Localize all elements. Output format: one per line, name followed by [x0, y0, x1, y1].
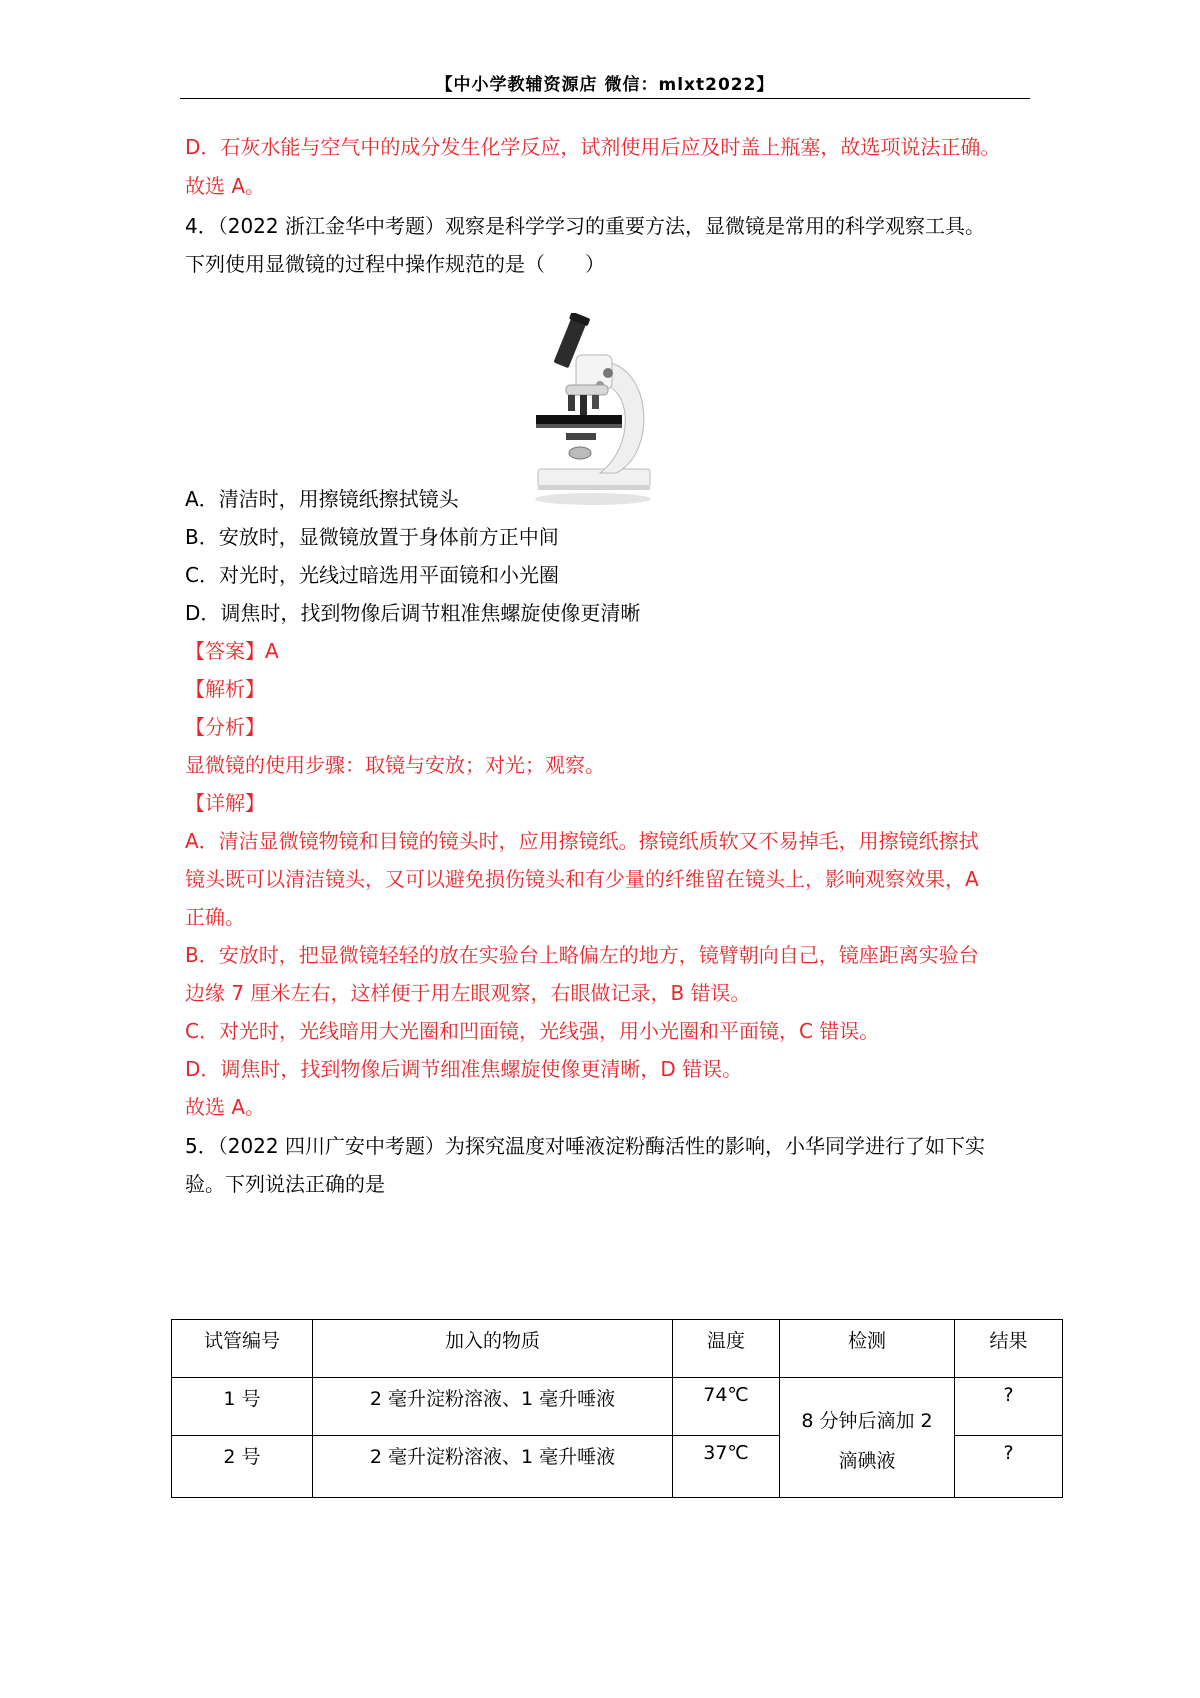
- microscope-icon: [528, 313, 658, 513]
- q4-option-b: B．安放时，显微镜放置于身体前方正中间: [185, 525, 559, 549]
- q4-detail-c: C．对光时，光线暗用大光圈和凹面镜，光线强，用小光圈和平面镜，C 错误。: [185, 1019, 880, 1043]
- q4-detail-b-line1: B．安放时，把显微镜轻轻的放在实验台上略偏左的地方，镜臂朝向自己，镜座距离实验台: [185, 943, 979, 967]
- q4-answer: 【答案】A: [185, 639, 279, 663]
- detection-cell: [780, 1378, 955, 1498]
- q4-stem-line2: 下列使用显微镜的过程中操作规范的是（ ）: [185, 252, 605, 276]
- q4-option-c: C．对光时，光线过暗选用平面镜和小光圈: [185, 563, 559, 587]
- result-cell: ?: [955, 1378, 1063, 1436]
- q4-option-d: D．调焦时，找到物像后调节粗准焦螺旋使像更清晰: [185, 601, 641, 625]
- q4-conclusion: 故选 A。: [185, 1095, 266, 1119]
- q5-stem-line2: 验。下列说法正确的是: [185, 1172, 385, 1196]
- q4-analysis-title: 【解析】: [185, 677, 265, 701]
- substance-cell: 2 毫升淀粉溶液、1 毫升唾液: [313, 1436, 673, 1498]
- header-result: 结果: [955, 1320, 1063, 1378]
- header-added-substance: 加入的物质: [313, 1320, 673, 1378]
- header-divider: [180, 98, 1030, 99]
- q4-detail-a-line3: 正确。: [185, 905, 245, 929]
- page-header: 【中小学教辅资源店 微信：mlxt2022】: [435, 75, 775, 95]
- experiment-table: [171, 1319, 1063, 1498]
- q4-option-a: A．清洁时，用擦镜纸擦拭镜头: [185, 487, 459, 511]
- header-temperature: 温度: [673, 1320, 780, 1378]
- q4-detail-a-line2: 镜头既可以清洁镜头，又可以避免损伤镜头和有少量的纤维留在镜头上，影响观察效果，A: [185, 867, 979, 891]
- q4-fenxi-title: 【分析】: [185, 715, 265, 739]
- q4-detail-a-line1: A．清洁显微镜物镜和目镜的镜头时，应用擦镜纸。擦镜纸质软又不易掉毛，用擦镜纸擦拭: [185, 829, 979, 853]
- detection-line1: 8 分钟后滴加 2: [801, 1409, 933, 1432]
- header-tube-number: 试管编号: [172, 1320, 313, 1378]
- q4-detail-b-line2: 边缘 7 厘米左右，这样便于用左眼观察，右眼做记录，B 错误。: [185, 981, 751, 1005]
- q4-fenxi-text: 显微镜的使用步骤：取镜与安放；对光；观察。: [185, 753, 605, 777]
- table-row: [172, 1378, 1063, 1436]
- q5-stem-line1: 5．（2022 四川广安中考题）为探究温度对唾液淀粉酶活性的影响，小华同学进行了如下实: [185, 1134, 985, 1158]
- substance-cell: 2 毫升淀粉溶液、1 毫升唾液: [313, 1378, 673, 1436]
- table-header-row: [172, 1320, 1063, 1378]
- header-detection: 检测: [780, 1320, 955, 1378]
- q4-detail-d: D．调焦时，找到物像后调节细准焦螺旋使像更清晰，D 错误。: [185, 1057, 743, 1081]
- prev-option-d-explanation: D．石灰水能与空气中的成分发生化学反应，试剂使用后应及时盖上瓶塞，故选项说法正确。: [185, 135, 1001, 159]
- prev-conclusion: 故选 A。: [185, 174, 266, 198]
- temperature-cell: 74℃: [673, 1378, 780, 1436]
- temperature-cell: 37℃: [673, 1436, 780, 1498]
- q4-stem-line1: 4．（2022 浙江金华中考题）观察是科学学习的重要方法，显微镜是常用的科学观察工具。: [185, 214, 985, 238]
- detection-line2: 滴碘液: [838, 1449, 896, 1472]
- result-cell: ?: [955, 1436, 1063, 1498]
- tube-number-cell: 1 号: [172, 1378, 313, 1436]
- tube-number-cell: 2 号: [172, 1436, 313, 1498]
- q4-detail-title: 【详解】: [185, 791, 265, 815]
